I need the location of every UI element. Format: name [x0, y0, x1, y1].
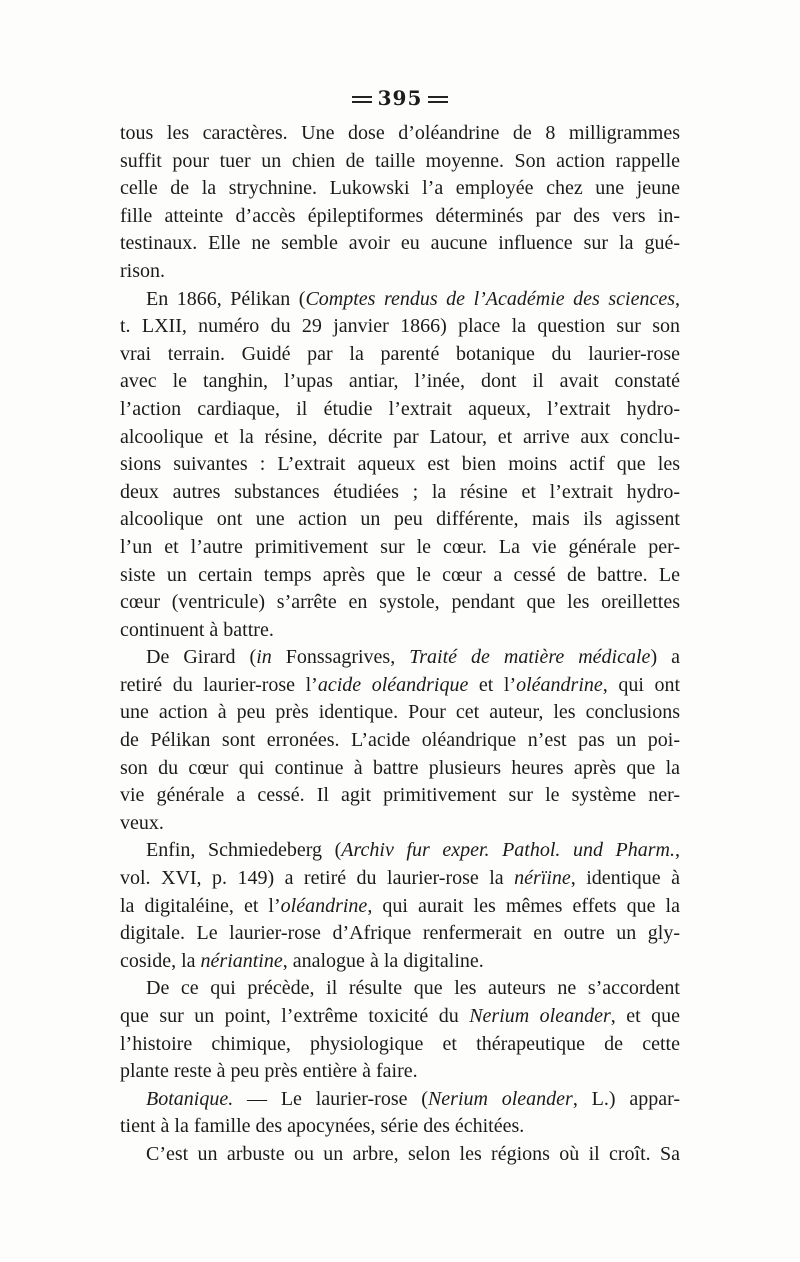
text-line: alcoolique et la résine, décrite par Latour, et arrive aux conclu-: [120, 425, 680, 448]
italic-text: acide oléandrique: [317, 673, 469, 696]
text-line: [120, 1003, 680, 1031]
text-run: En 1866, Pélikan (: [146, 287, 306, 310]
text-run: ) a: [650, 646, 680, 669]
header-rule-left: [352, 96, 372, 103]
text-line: l’histoire chimique, physiologique et thérapeutique de cette: [120, 1032, 680, 1055]
header-rule-right: [428, 96, 448, 103]
text-run: coside, la: [120, 949, 201, 972]
text-line: continuent à battre.: [120, 618, 274, 641]
body-text: [120, 120, 680, 1169]
text-line: tient à la famille des apocynées, série des échitées.: [120, 1115, 525, 1138]
text-line: t. LXII, numéro du 29 janvier 1866) place la question sur son: [120, 315, 680, 338]
text-run: que sur un point, l’extrême toxicité du: [120, 1005, 470, 1027]
text-line: celle de la strychnine. Lukowski l’a employée chez une jeune: [120, 177, 680, 200]
text-run: Fonssagrives,: [271, 646, 410, 669]
text-run: , qui ont: [602, 673, 680, 696]
page-number: 395: [377, 86, 423, 110]
text-line: tous les caractères. Une dose d’oléandrine de 8 milligrammes: [120, 122, 680, 144]
italic-text: in: [256, 646, 272, 669]
italic-text: Comptes rendus de l’Académie des sciences: [305, 287, 675, 310]
italic-text: Botanique.: [146, 1087, 234, 1110]
italic-text: nériantine: [200, 949, 283, 972]
text-line: deux autres substances étudiées ; la résine et l’extrait hydro-: [120, 480, 680, 503]
text-line: [120, 948, 680, 976]
text-run: retiré du laurier-rose l’: [120, 673, 318, 696]
italic-text: Traité de matière médicale: [409, 646, 651, 669]
text-line: de Pélikan sont erronées. L’acide oléandrique n’est pas un poi-: [120, 729, 680, 752]
text-run: , analogue à la digitaline.: [282, 949, 484, 972]
italic-text: oléandrine: [516, 673, 603, 696]
text-line: vrai terrain. Guidé par la parenté botanique du laurier-rose: [120, 342, 680, 365]
text-line: [120, 893, 680, 921]
text-line: C’est un arbuste ou un arbre, selon les régions où il croît. Sa: [146, 1142, 680, 1165]
text-line: rison.: [120, 259, 165, 282]
text-line: alcoolique ont une action un peu différente, mais ils agissent: [120, 508, 680, 531]
text-run: ,: [675, 839, 680, 862]
text-run: , qui aurait les mêmes effets que la: [367, 894, 680, 917]
text-line: plante reste à peu près entière à faire.: [120, 1060, 418, 1083]
text-run: , identique à: [570, 867, 680, 890]
text-line: [120, 865, 680, 893]
text-run: , et que: [610, 1005, 680, 1027]
text-line: suffit pour tuer un chien de taille moyenne. Son action rappelle: [120, 149, 680, 172]
text-line: l’un et l’autre primitivement sur le cœur. La vie générale per-: [120, 535, 680, 558]
text-line: une action à peu près identique. Pour cet auteur, les conclusions: [120, 701, 680, 724]
text-run: vol. XVI, p. 149) a retiré du laurier-rose la: [120, 867, 515, 890]
text-run: — Le laurier-rose (: [233, 1087, 428, 1110]
text-line: veux.: [120, 811, 164, 834]
text-run: ,: [675, 287, 680, 310]
text-line: vie générale a cessé. Il agit primitivement sur le système ner-: [120, 784, 680, 807]
text-line: De ce qui précède, il résulte que les auteurs ne s’accordent: [146, 977, 680, 1000]
text-run: , L.) appar-: [572, 1087, 680, 1110]
text-line: [120, 837, 680, 865]
text-line: [120, 672, 680, 700]
text-line: avec le tanghin, l’upas antiar, l’inée, dont il avait constaté: [120, 370, 680, 393]
italic-text: Archiv fur exper. Pathol. und Pharm.: [341, 839, 675, 862]
italic-text: oléandrine: [280, 894, 368, 917]
text-line: siste un certain temps après que le cœur a cessé de battre. Le: [120, 563, 680, 586]
text-line: [120, 644, 680, 672]
text-line: fille atteinte d’accès épileptiformes déterminés par des vers in-: [120, 204, 680, 227]
text-line: cœur (ventricule) s’arrête en systole, pendant que les oreillettes: [120, 591, 680, 614]
italic-text: nérïine: [514, 867, 571, 890]
italic-text: Nerium oleander: [469, 1005, 611, 1027]
text-line: testinaux. Elle ne semble avoir eu aucune influence sur la gué-: [120, 232, 680, 255]
text-line: digitale. Le laurier-rose d’Afrique renfermerait en outre un gly-: [120, 922, 680, 945]
text-line: l’action cardiaque, il étudie l’extrait aqueux, l’extrait hydro-: [120, 397, 680, 420]
text-run: et l’: [468, 673, 517, 696]
text-run: la digitaléine, et l’: [120, 894, 281, 917]
text-line: [120, 286, 680, 314]
text-line: sions suivantes : L’extrait aqueux est bien moins actif que les: [120, 453, 680, 476]
text-line: son du cœur qui continue à battre plusieurs heures après que la: [120, 756, 680, 779]
italic-text: Nerium oleander: [427, 1087, 573, 1110]
text-run: Enfin, Schmiedeberg (: [146, 839, 342, 862]
text-line: [120, 1086, 680, 1114]
page-header: [0, 86, 800, 110]
text-run: De Girard (: [146, 646, 257, 669]
